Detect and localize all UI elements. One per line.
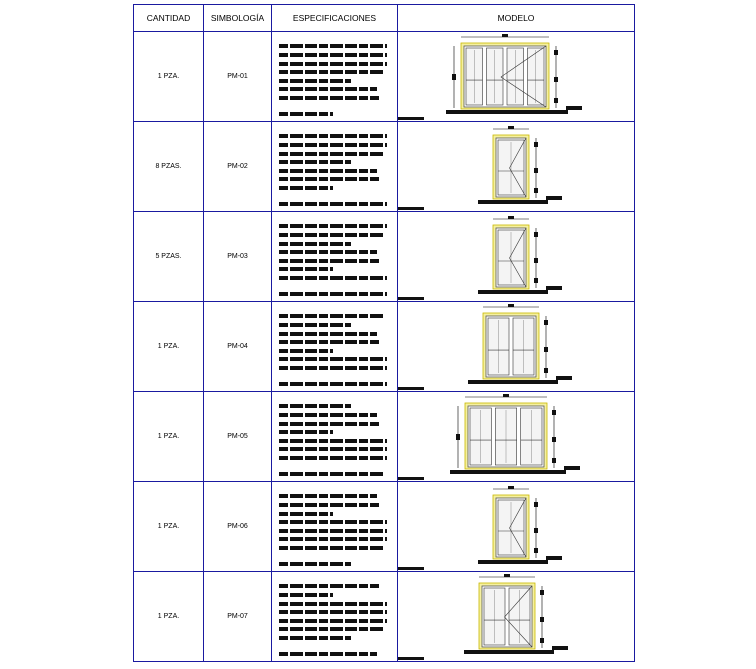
header-especificaciones: ESPECIFICACIONES — [272, 5, 398, 32]
dimension-text-left — [456, 434, 460, 440]
specifications-cell — [272, 122, 398, 212]
spec-line — [279, 413, 377, 417]
dimension-text-right — [554, 77, 558, 82]
dimension-text-right — [534, 142, 538, 147]
scale-bar — [398, 657, 424, 660]
floor-step — [556, 376, 572, 380]
spec-line — [279, 276, 387, 280]
dimension-text-top — [508, 126, 514, 129]
spec-line — [279, 520, 387, 524]
table-row — [134, 302, 635, 392]
spec-line — [279, 447, 387, 451]
specifications-cell — [272, 302, 398, 392]
door-elevation-drawing — [398, 302, 635, 391]
door-elevation-drawing — [398, 482, 635, 571]
spec-line — [279, 87, 377, 91]
door-elevation-drawing — [398, 392, 635, 481]
dimension-text-right — [552, 437, 556, 442]
door-model-drawing-cell — [398, 572, 635, 662]
spec-line — [279, 314, 383, 318]
spec-line — [279, 233, 383, 237]
spec-line — [279, 439, 387, 443]
spec-line — [279, 584, 379, 588]
simbologia-cell: PM-03 — [204, 212, 272, 302]
scale-bar — [398, 387, 424, 390]
spec-line — [279, 366, 387, 370]
dimension-text-right — [544, 347, 548, 352]
simbologia-cell: PM-05 — [204, 392, 272, 482]
spec-line — [279, 340, 379, 344]
spec-line — [279, 62, 387, 66]
dimension-text-top — [502, 34, 508, 37]
spec-line — [279, 503, 379, 507]
spec-line — [279, 404, 351, 408]
spec-line — [279, 143, 387, 147]
cantidad-cell: 8 PZAS. — [134, 122, 204, 212]
floor-line — [478, 200, 548, 204]
spec-line — [279, 430, 333, 434]
simbologia-cell: PM-06 — [204, 482, 272, 572]
table-row — [134, 392, 635, 482]
dimension-text-right — [540, 638, 544, 643]
table-row — [134, 122, 635, 212]
dimension-text-right — [544, 320, 548, 325]
simbologia-cell: PM-04 — [204, 302, 272, 392]
spec-line — [279, 546, 383, 550]
dimension-text-right — [534, 528, 538, 533]
door-model-drawing-cell — [398, 32, 635, 122]
spec-line — [279, 472, 383, 476]
spec-line — [279, 177, 379, 181]
spec-line — [279, 53, 387, 57]
dimension-text-right — [544, 368, 548, 373]
cantidad-cell: 1 PZA. — [134, 392, 204, 482]
table-row — [134, 482, 635, 572]
simbologia-cell: PM-01 — [204, 32, 272, 122]
specifications-text-illegible — [279, 302, 393, 391]
dimension-text-top — [504, 574, 510, 577]
dimension-text-top — [508, 216, 514, 219]
cantidad-cell: 1 PZA. — [134, 572, 204, 662]
floor-step — [552, 646, 568, 650]
cantidad-cell: 1 PZA. — [134, 32, 204, 122]
floor-line — [478, 290, 548, 294]
door-model-drawing-cell — [398, 122, 635, 212]
spec-line — [279, 79, 351, 83]
specifications-text-illegible — [279, 122, 393, 211]
door-schedule-sheet — [133, 4, 634, 665]
dimension-text-right — [552, 410, 556, 415]
specifications-text-illegible — [279, 482, 393, 571]
spec-line — [279, 382, 387, 386]
spec-line — [279, 652, 377, 656]
door-model-drawing-cell — [398, 482, 635, 572]
spec-line — [279, 152, 383, 156]
scale-bar — [398, 567, 424, 570]
spec-line — [279, 112, 333, 116]
dimension-text-right — [534, 168, 538, 173]
spec-line — [279, 602, 387, 606]
spec-line — [279, 593, 333, 597]
floor-step — [546, 286, 562, 290]
floor-step — [546, 556, 562, 560]
cantidad-cell: 5 PZAS. — [134, 212, 204, 302]
spec-line — [279, 259, 379, 263]
floor-line — [478, 560, 548, 564]
header-modelo: MODELO — [398, 5, 635, 32]
scale-bar — [398, 477, 424, 480]
specifications-cell — [272, 572, 398, 662]
door-model-drawing-cell — [398, 392, 635, 482]
dimension-text-left — [452, 74, 456, 80]
table-row — [134, 212, 635, 302]
scale-bar — [398, 207, 424, 210]
spec-line — [279, 323, 351, 327]
specifications-text-illegible — [279, 32, 393, 121]
spec-line — [279, 70, 383, 74]
dimension-text-top — [508, 486, 514, 489]
spec-line — [279, 224, 387, 228]
scale-bar — [398, 117, 424, 120]
cantidad-cell: 1 PZA. — [134, 302, 204, 392]
specifications-text-illegible — [279, 392, 393, 481]
specifications-cell — [272, 392, 398, 482]
floor-line — [468, 380, 558, 384]
spec-line — [279, 537, 387, 541]
spec-line — [279, 134, 387, 138]
floor-step — [546, 196, 562, 200]
dimension-text-right — [540, 590, 544, 595]
specifications-cell — [272, 482, 398, 572]
spec-line — [279, 332, 377, 336]
spec-line — [279, 619, 387, 623]
specifications-cell — [272, 32, 398, 122]
dimension-text-right — [534, 502, 538, 507]
spec-line — [279, 512, 333, 516]
dimension-text-top — [508, 304, 514, 307]
spec-line — [279, 250, 377, 254]
door-model-drawing-cell — [398, 212, 635, 302]
door-elevation-drawing — [398, 572, 635, 661]
spec-line — [279, 456, 387, 460]
table-row — [134, 32, 635, 122]
table-row — [134, 572, 635, 662]
specifications-text-illegible — [279, 212, 393, 301]
spec-line — [279, 357, 387, 361]
spec-line — [279, 242, 351, 246]
spec-line — [279, 186, 333, 190]
spec-line — [279, 562, 351, 566]
specifications-text-illegible — [279, 572, 393, 661]
spec-line — [279, 160, 351, 164]
door-elevation-drawing — [398, 212, 635, 301]
spec-line — [279, 636, 351, 640]
spec-line — [279, 44, 387, 48]
simbologia-cell: PM-02 — [204, 122, 272, 212]
door-elevation-drawing — [398, 122, 635, 211]
spec-line — [279, 96, 379, 100]
dimension-text-right — [540, 617, 544, 622]
dimension-text-right — [534, 278, 538, 283]
floor-step — [566, 106, 582, 110]
dimension-text-right — [534, 232, 538, 237]
cantidad-cell: 1 PZA. — [134, 482, 204, 572]
spec-line — [279, 267, 333, 271]
spec-line — [279, 494, 377, 498]
specifications-cell — [272, 212, 398, 302]
dimension-text-right — [552, 458, 556, 463]
spec-line — [279, 610, 387, 614]
floor-line — [446, 110, 568, 114]
dimension-text-right — [534, 258, 538, 263]
spec-line — [279, 202, 387, 206]
spec-line — [279, 627, 383, 631]
spec-line — [279, 422, 379, 426]
spec-line — [279, 292, 387, 296]
dimension-text-right — [554, 98, 558, 103]
spec-line — [279, 349, 333, 353]
floor-line — [464, 650, 554, 654]
dimension-text-top — [503, 394, 509, 397]
floor-step — [564, 466, 580, 470]
dimension-text-right — [554, 50, 558, 55]
door-model-drawing-cell — [398, 302, 635, 392]
dimension-text-right — [534, 188, 538, 193]
header-cantidad: CANTIDAD — [134, 5, 204, 32]
simbologia-cell: PM-07 — [204, 572, 272, 662]
door-elevation-drawing — [398, 32, 635, 121]
floor-line — [450, 470, 566, 474]
header-row — [134, 5, 635, 32]
header-simbologia: SIMBOLOGÍA — [204, 5, 272, 32]
scale-bar — [398, 297, 424, 300]
spec-line — [279, 169, 377, 173]
spec-line — [279, 529, 387, 533]
door-schedule-table — [133, 4, 635, 662]
dimension-text-right — [534, 548, 538, 553]
